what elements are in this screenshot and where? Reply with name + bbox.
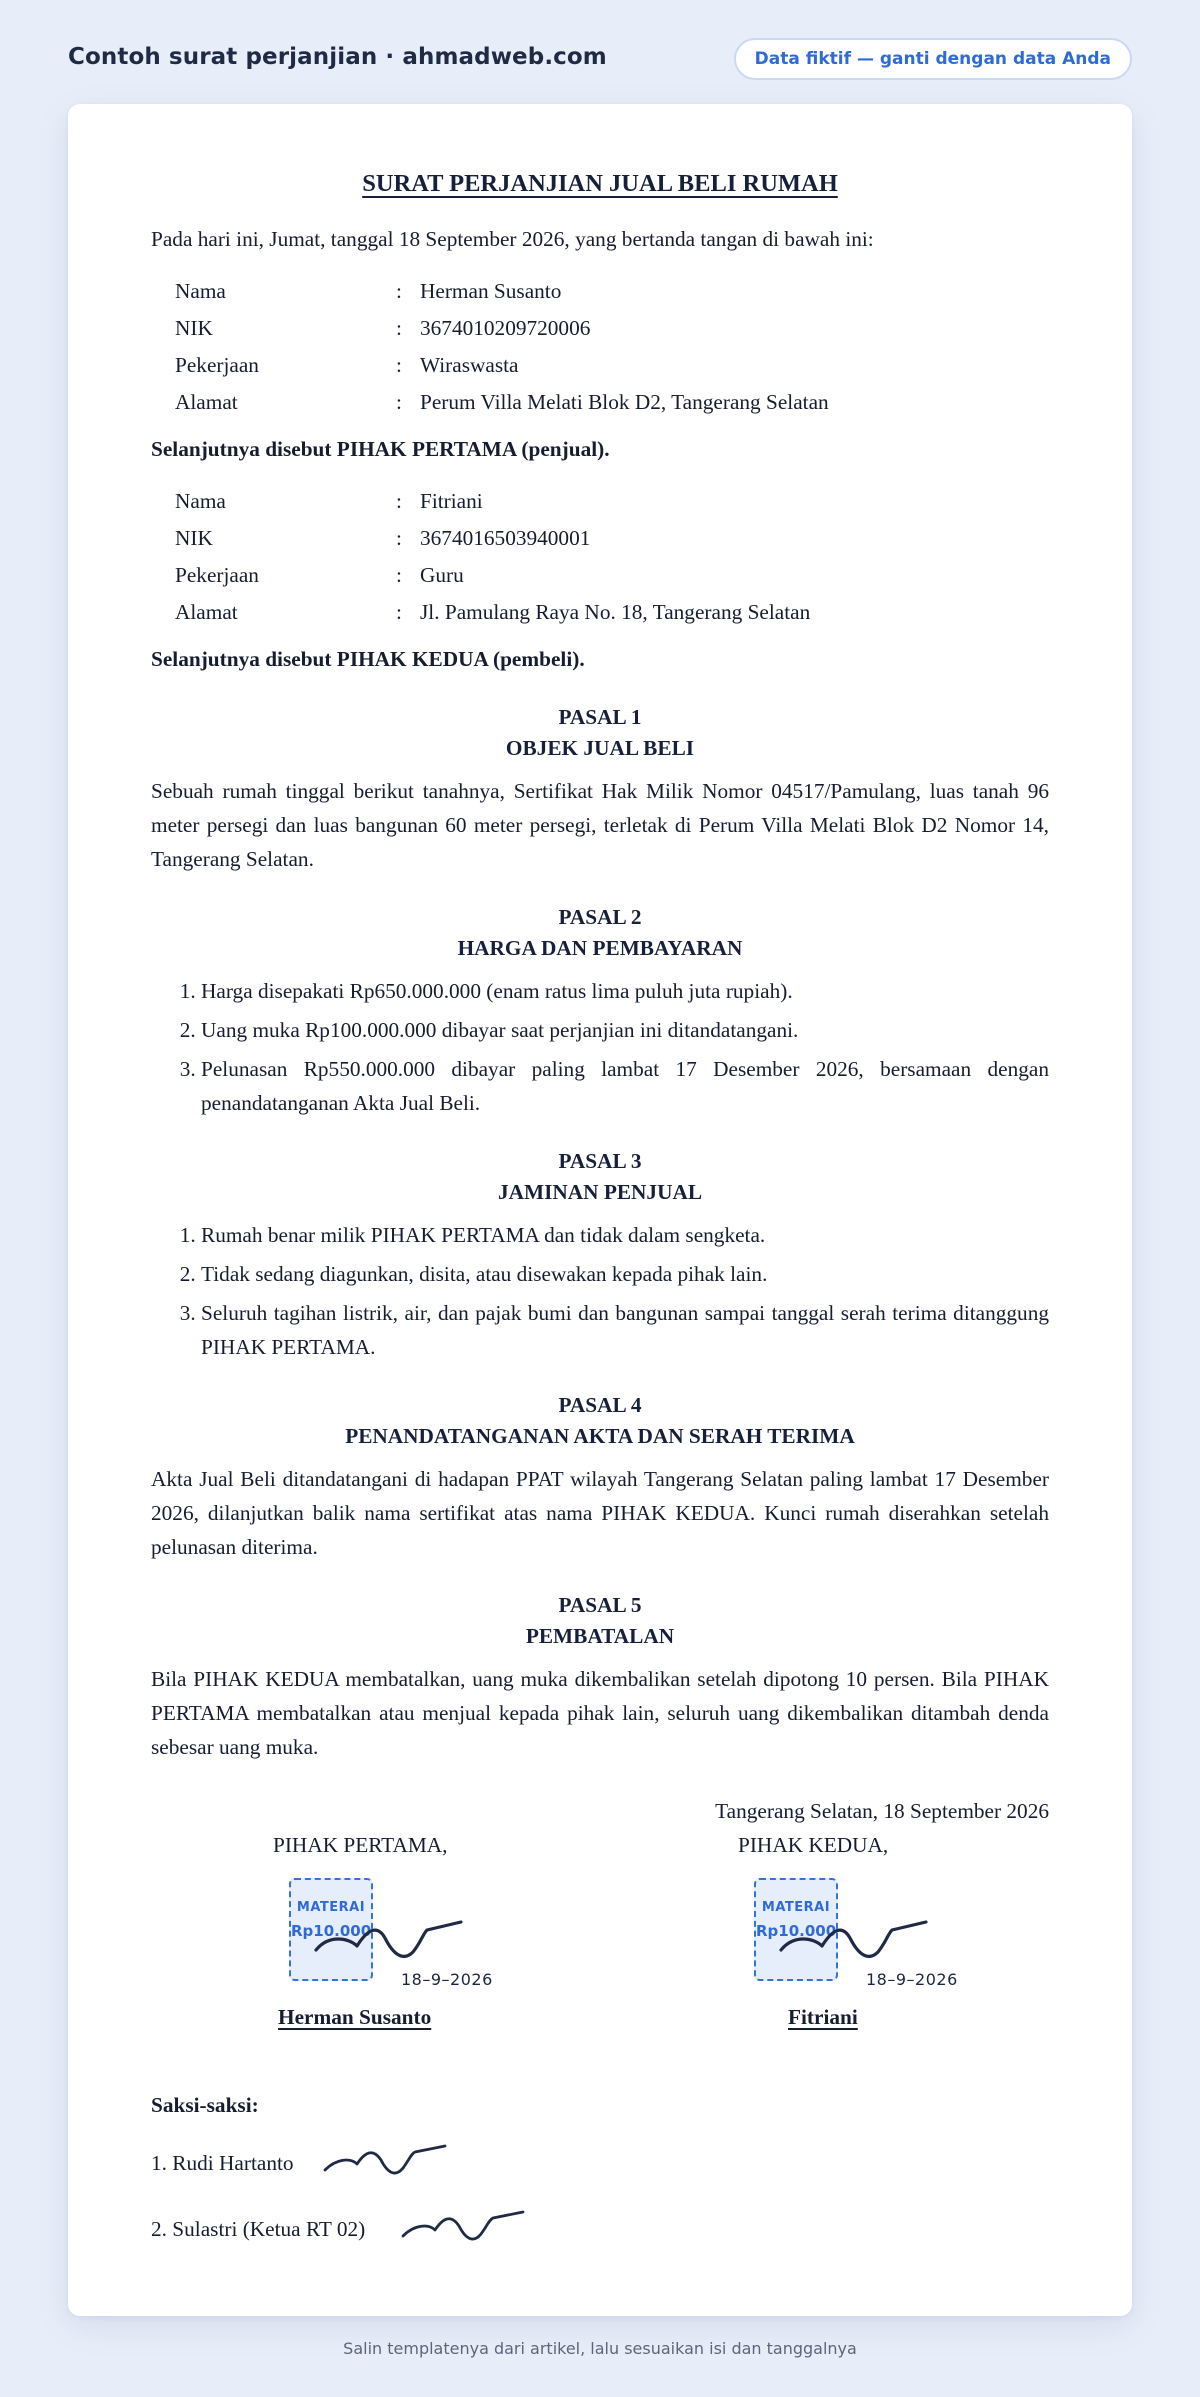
party1-row-nik xyxy=(175,309,829,346)
stamp-value: Rp10.000 xyxy=(291,1922,372,1940)
field-value: 3674010209720006 xyxy=(420,315,591,340)
field-colon: : xyxy=(396,315,402,340)
field-value: Wiraswasta xyxy=(420,352,519,377)
intro-paragraph: Pada hari ini, Jumat, tanggal 18 September 2026, yang bertanda tangan di bawah ini: xyxy=(151,227,874,251)
field-label: NIK xyxy=(175,315,213,340)
field-colon: : xyxy=(396,599,402,624)
witness-2 xyxy=(151,2206,1049,2272)
pasal-1-heading xyxy=(151,702,1049,764)
party2-row-address xyxy=(175,593,810,630)
document-title: SURAT PERJANJIAN JUAL BELI RUMAH xyxy=(362,170,838,197)
handwritten-signature xyxy=(311,1912,471,1972)
pasal-number: PASAL 4 xyxy=(558,1393,642,1417)
pasal-title: OBJEK JUAL BELI xyxy=(505,736,695,760)
witnesses-title: Saksi-saksi: xyxy=(151,2093,259,2117)
field-colon: : xyxy=(396,488,402,513)
place-and-date: Tangerang Selatan, 18 September 2026 xyxy=(715,1799,1049,1823)
list-item: 2. Tidak sedang diagunkan, disita, atau disewakan kepada pihak lain. xyxy=(201,1257,1049,1291)
witness-signature xyxy=(399,2206,529,2250)
pasal-4-heading xyxy=(151,1390,1049,1452)
list-item: 1. Rumah benar milik PIHAK PERTAMA dan tidak dalam sengketa. xyxy=(201,1218,1049,1252)
field-value: Perum Villa Melati Blok D2, Tangerang Selatan xyxy=(420,389,829,414)
field-value: Guru xyxy=(420,562,464,587)
signatory-name: Herman Susanto xyxy=(278,2005,432,2029)
field-colon: : xyxy=(396,352,402,377)
pasal-3-heading xyxy=(151,1146,1049,1208)
field-label: Alamat xyxy=(175,389,238,414)
field-colon: : xyxy=(396,389,402,414)
pasal-title: PEMBATALAN xyxy=(525,1624,675,1648)
list-item: 3. Pelunasan Rp550.000.000 dibayar paling lambat 17 Desember 2026, bersamaan dengan penandatanganan Akta Jual Beli. xyxy=(201,1052,1049,1120)
agreement-document xyxy=(151,166,1049,2272)
stamp-value: Rp10.000 xyxy=(756,1922,837,1940)
field-colon: : xyxy=(396,278,402,303)
pasal-number: PASAL 1 xyxy=(558,705,642,729)
field-label: Pekerjaan xyxy=(175,352,259,377)
party2-identity-table xyxy=(175,482,810,630)
witness-name: 2. Sulastri (Ketua RT 02) xyxy=(151,2217,366,2241)
stamp-label: MATERAI xyxy=(761,1900,831,1915)
field-value: Fitriani xyxy=(420,488,483,513)
party2-designation: Selanjutnya disebut PIHAK KEDUA (pembeli). xyxy=(151,647,585,671)
party2-row-nik xyxy=(175,519,810,556)
party1-row-address xyxy=(175,383,829,420)
witness-signature xyxy=(321,2140,451,2184)
pasal-2-list xyxy=(151,974,1049,1120)
party1-row-name xyxy=(175,272,829,309)
pasal-title: PENANDATANGANAN AKTA DAN SERAH TERIMA xyxy=(345,1424,855,1448)
signature-section xyxy=(151,1828,1049,2088)
party1-identity-table xyxy=(175,272,829,420)
field-colon: : xyxy=(396,525,402,550)
handwritten-signature xyxy=(776,1912,936,1972)
field-label: Nama xyxy=(175,278,226,303)
party1-row-occupation xyxy=(175,346,829,383)
field-value: Herman Susanto xyxy=(420,278,562,303)
witness-1 xyxy=(151,2140,1049,2206)
field-label: NIK xyxy=(175,525,213,550)
list-item: 2. Uang muka Rp100.000.000 dibayar saat perjanjian ini ditandatangani. xyxy=(201,1013,1049,1047)
field-colon: : xyxy=(396,562,402,587)
site-brand: Contoh surat perjanjian · ahmadweb.com xyxy=(68,44,607,70)
pasal-title: JAMINAN PENJUAL xyxy=(497,1180,703,1204)
pasal-2-heading xyxy=(151,902,1049,964)
list-item: 3. Seluruh tagihan listrik, air, dan pajak bumi dan bangunan sampai tanggal serah terima ditanggung PIHAK PERTAMA. xyxy=(201,1296,1049,1364)
field-value: 3674016503940001 xyxy=(420,525,591,550)
footer-note: Salin templatenya dari artikel, lalu sesuaikan isi dan tanggalnya xyxy=(343,2339,857,2358)
pasal-number: PASAL 5 xyxy=(558,1593,642,1617)
pasal-number: PASAL 2 xyxy=(558,905,642,929)
field-label: Alamat xyxy=(175,599,238,624)
pasal-1-text: Sebuah rumah tinggal berikut tanahnya, Sertifikat Hak Milik Nomor 04517/Pamulang, luas tanah 96 meter persegi dan luas bangunan 60 meter persegi, terletak di Perum Villa Melati Blok D2 Nomor 14, Tangerang Selatan. xyxy=(151,779,1049,871)
signatory-name: Fitriani xyxy=(788,2005,858,2029)
field-label: Nama xyxy=(175,488,226,513)
signature-date: 18–9–2026 xyxy=(866,1970,958,1989)
signature-date: 18–9–2026 xyxy=(401,1970,493,1989)
signature-role: PIHAK PERTAMA, xyxy=(273,1833,448,1857)
list-item: 1. Harga disepakati Rp650.000.000 (enam ratus lima puluh juta rupiah). xyxy=(201,974,1049,1008)
stamp-label: MATERAI xyxy=(296,1900,366,1915)
pasal-3-list xyxy=(151,1218,1049,1364)
document-card xyxy=(68,104,1132,2316)
pasal-5-text: Bila PIHAK KEDUA membatalkan, uang muka dikembalikan setelah dipotong 10 persen. Bila PIHAK PERTAMA membatalkan atau menjual kepada pihak lain, seluruh uang dikembalikan ditambah denda sebesar uang muka. xyxy=(151,1667,1049,1759)
pasal-5-heading xyxy=(151,1590,1049,1652)
field-label: Pekerjaan xyxy=(175,562,259,587)
witness-name: 1. Rudi Hartanto xyxy=(151,2151,294,2175)
signature-role: PIHAK KEDUA, xyxy=(738,1833,889,1857)
pasal-title: HARGA DAN PEMBAYARAN xyxy=(457,936,743,960)
pasal-number: PASAL 3 xyxy=(558,1149,642,1173)
party2-row-name xyxy=(175,482,810,519)
party2-row-occupation xyxy=(175,556,810,593)
field-value: Jl. Pamulang Raya No. 18, Tangerang Selatan xyxy=(420,599,811,624)
top-bar xyxy=(68,38,1132,78)
fictional-data-badge: Data fiktif — ganti dengan data Anda xyxy=(734,38,1132,80)
party1-designation: Selanjutnya disebut PIHAK PERTAMA (penjual). xyxy=(151,437,610,461)
pasal-4-text: Akta Jual Beli ditandatangani di hadapan PPAT wilayah Tangerang Selatan paling lambat 17 Desember 2026, dilanjutkan balik nama sertifikat atas nama PIHAK KEDUA. Kunci rumah diserahkan setelah pelunasan diterima. xyxy=(151,1467,1049,1559)
